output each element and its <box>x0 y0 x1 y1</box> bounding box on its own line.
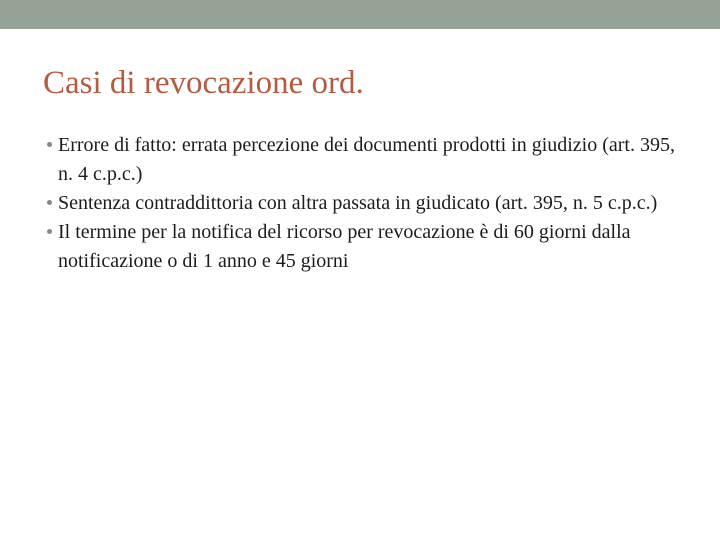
bullet-list <box>47 131 687 276</box>
bullet-text: Il termine per la notifica del ricorso per revocazione è di 60 giorni dalla notificazione o di 1 anno e 45 giorni <box>58 221 631 272</box>
header-bar <box>0 0 720 29</box>
bullet-item <box>47 218 687 276</box>
bullet-icon <box>47 200 52 205</box>
bullet-item <box>47 189 687 218</box>
bullet-icon <box>47 229 52 234</box>
bullet-item <box>47 131 687 189</box>
bullet-text: Errore di fatto: errata percezione dei documenti prodotti in giudizio (art. 395, n. 4 c.p.c.) <box>58 134 675 185</box>
bullet-icon <box>47 142 52 147</box>
slide-title: Casi di revocazione ord. <box>43 65 364 101</box>
bullet-text: Sentenza contraddittoria con altra passata in giudicato (art. 395, n. 5 c.p.c.) <box>58 192 658 214</box>
